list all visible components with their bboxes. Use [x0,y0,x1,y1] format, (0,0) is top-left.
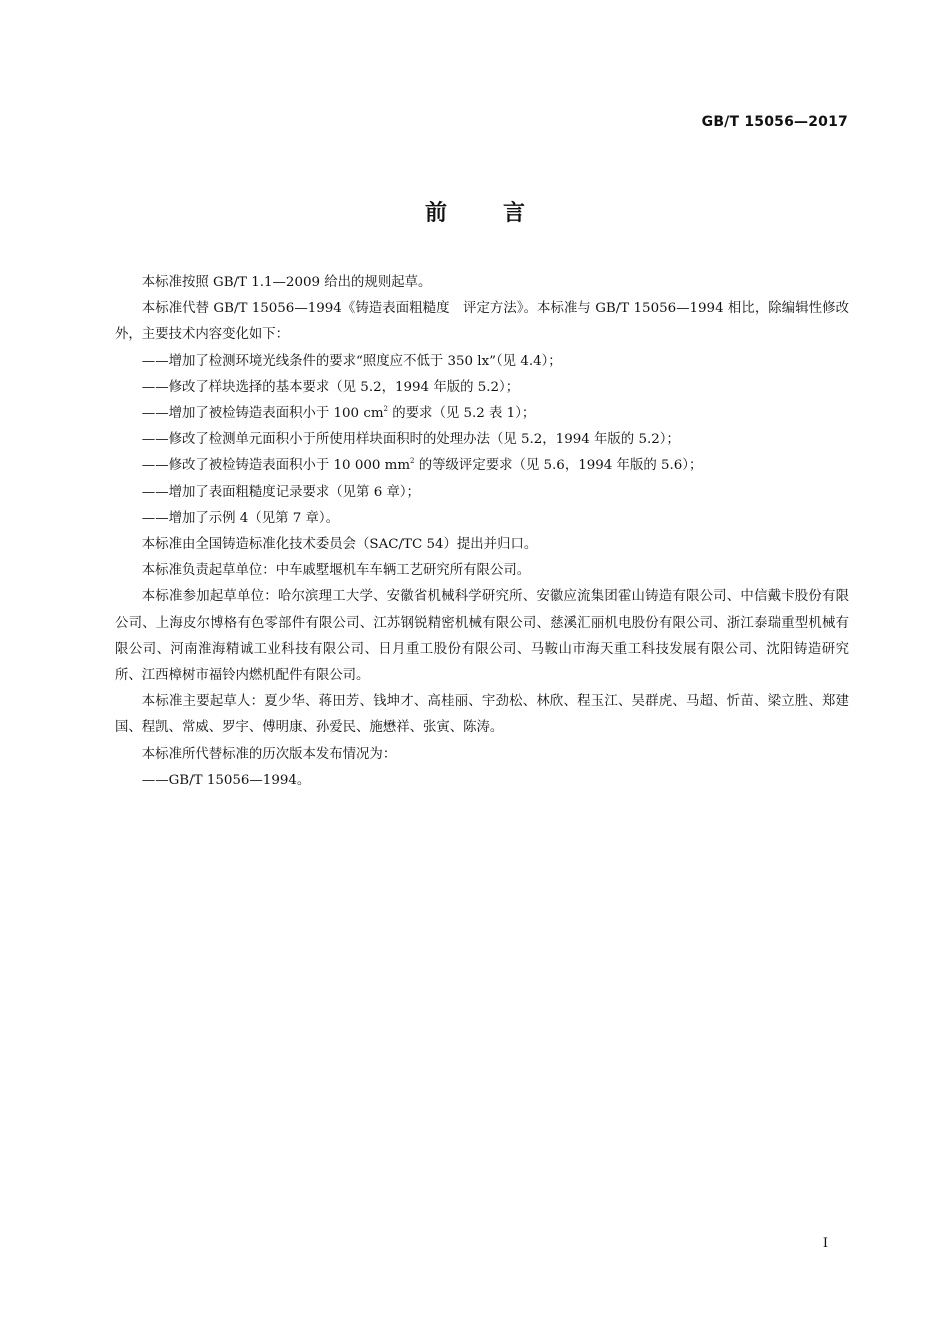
paragraph-main-drafters: 本标准主要起草人：夏少华、蒋田芳、钱坤才、高桂丽、宇劲松、林欣、程玉江、吴群虎、马超、忻苗、梁立胜、郑建国、程凯、常威、罗宇、傅明康、孙爱民、施懋祥、张寅、陈涛。 [115,694,849,736]
standard-code: GB/T 15056—2017 [701,114,848,130]
page-title: 前言 [424,201,581,226]
paragraph-proposer: 本标准由全国铸造标准化技术委员会（SAC/TC 54）提出并归口。 [141,537,538,553]
paragraph-participating-units: 本标准参加起草单位：哈尔滨理工大学、安徽省机械科学研究所、安徽应流集团霍山铸造有限公司、中信戴卡股份有限公司、上海皮尔博格有色零部件有限公司、江苏钢锐精密机械有限公司、慈溪汇丽机电股份有限公司、浙江泰瑞重型机械有限公司、河南淮海精诚工业科技有限公司、日月重工股份有限公司、马鞍山市海天重工科技发展有限公司、沈阳铸造研究所、江西樟树市福铃内燃机配件有限公司。 [115,589,849,684]
paragraph-version-history: 本标准所代替标准的历次版本发布情况为： [141,746,397,762]
change-item: ——修改了样块选择的基本要求（见 5.2，1994 年版的 5.2）； [141,379,520,395]
superscript-two: 2 [383,405,389,414]
superscript-two: 2 [410,457,415,466]
change-item: ——修改了被检铸造表面积小于 10 000 $mm^2$ 的等级评定要求（见 5.6，1994 年版的 5.6）； [141,457,703,474]
paragraph-replacement: 本标准代替 GB/T 15056—1994《铸造表面粗糙度 评定方法》。本标准与 GB/T 15056—1994 相比，除编辑性修改外，主要技术内容变化如下： [115,301,849,343]
foreword-body [115,270,849,794]
change-item: ——增加了检测环境光线条件的要求“照度应不低于 350 lx”（见 4.4）； [141,353,562,369]
change-item: ——修改了检测单元面积小于所使用样块面积时的处理办法（见 5.2，1994 年版的 5.2）； [141,432,680,448]
change-item: ——增加了示例 4（见第 7 章）。 [141,510,339,526]
change-item: ——增加了被检铸造表面积小于 100 $cm^2$ 的要求（见 5.2 表 1）； [141,405,536,422]
paragraph-lead-drafter: 本标准负责起草单位：中车戚墅堰机车车辆工艺研究所有限公司。 [141,563,531,579]
paragraph-drafting-rules: 本标准按照 GB/T 1.1—2009 给出的规则起草。 [141,275,432,290]
version-history-item: ——GB/T 15056—1994。 [141,772,311,788]
page-number: I [822,1236,828,1251]
change-item: ——增加了表面粗糙度记录要求（见第 6 章）； [141,484,420,500]
